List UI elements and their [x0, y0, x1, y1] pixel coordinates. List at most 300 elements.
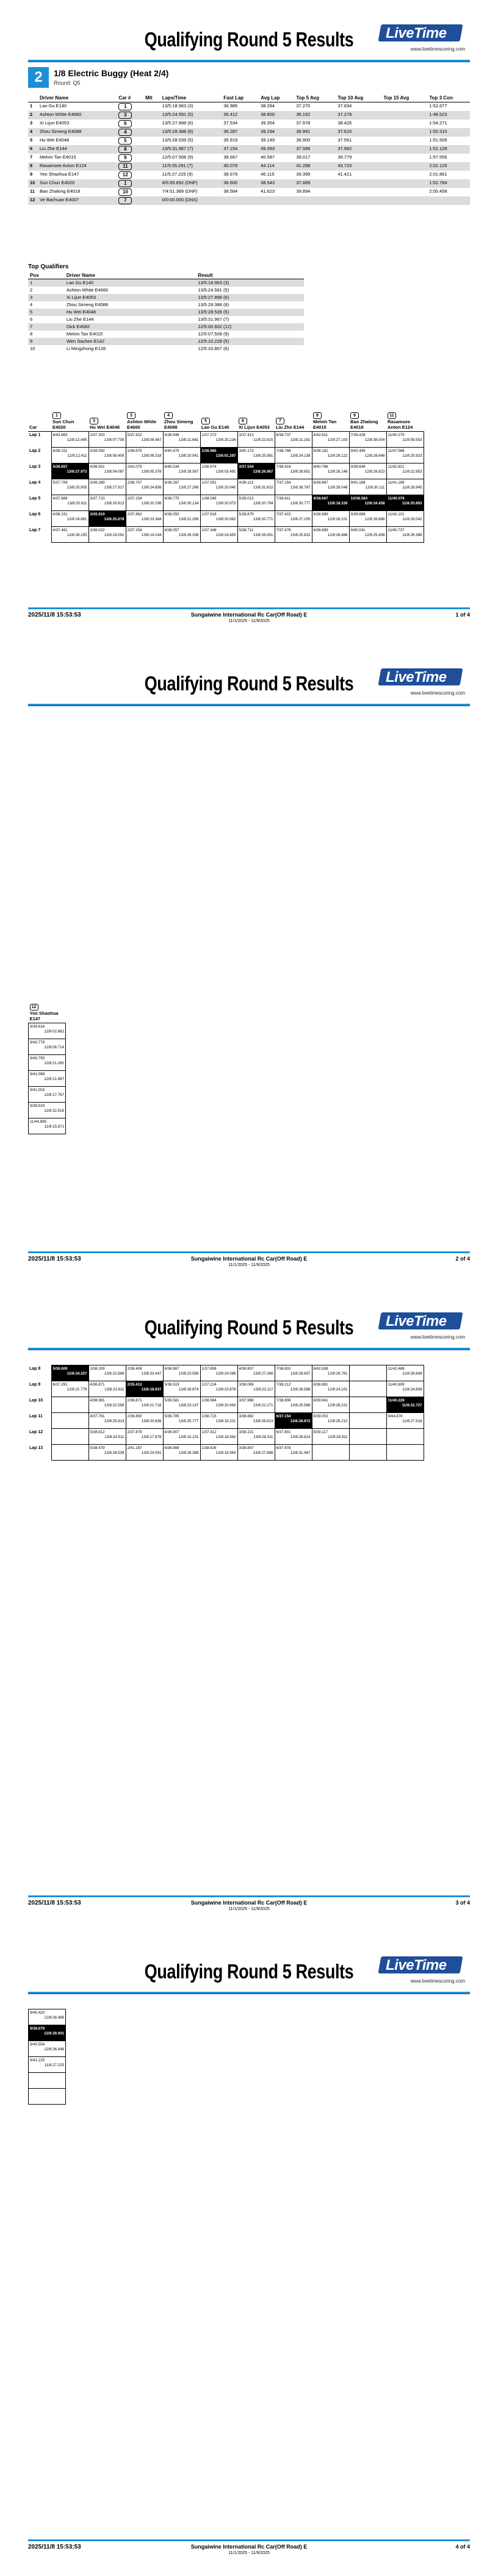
lap-position-time: 3/38.221 — [239, 1430, 254, 1434]
lap-position-time: 3/38.209 — [90, 1367, 105, 1371]
top-qualifiers-cell-name: Xi Lijun E4053 — [65, 294, 196, 301]
lap-cumulative: 13/8:27.205 — [290, 517, 311, 521]
lap-label: Lap 1 — [29, 433, 41, 437]
results-cell-t3c: 2:00.458 — [429, 188, 447, 194]
lap-position-time: 9/39.889 — [350, 512, 366, 517]
lap-cell — [312, 463, 349, 479]
lap-cell — [29, 2057, 66, 2073]
results-cell-car — [117, 102, 143, 112]
lap-position-time: 6/38.057 — [164, 528, 179, 532]
footer-venue: Sungaiwine International Rc Car(Off Road) E — [190, 2544, 308, 2550]
lap-position-time: 7/38.418 — [276, 465, 291, 469]
lap-cumulative: 13/8:24.138 — [290, 454, 311, 458]
lap-cumulative: 12/8:28.122 — [327, 454, 348, 458]
results-cell-t5: 39.017 — [296, 154, 311, 160]
results-cell-fast: 35.919 — [223, 137, 238, 143]
top-qualifiers-cell-result: 12/5:10.228 (5) — [196, 338, 304, 345]
lap-cumulative: 13/8:23.447 — [141, 1372, 162, 1376]
lap-cell — [349, 1429, 386, 1445]
lap-cell — [200, 432, 237, 448]
lap-cell — [29, 1023, 66, 1039]
lap-position-time: 11/42.101 — [388, 512, 405, 517]
lap-position-time: 10/38.584 — [350, 496, 368, 501]
lap-position-time: 8/38.667 — [313, 496, 328, 501]
lap-position-time: 9/41.003 — [30, 1088, 45, 1092]
logo-text: LiveTime — [386, 669, 447, 685]
lap-position-time: 2/41.187 — [127, 1446, 142, 1450]
lap-position-time: 4/37.761 — [90, 1414, 105, 1419]
results-row — [28, 179, 470, 188]
lap-label: Lap 3 — [29, 464, 41, 469]
lap-cell — [88, 1413, 126, 1429]
lap-cell — [51, 527, 88, 543]
heat-title: 1/8 Electric Buggy (Heat 2/4) — [54, 68, 169, 78]
results-cell-avg: 39.393 — [259, 145, 294, 154]
lap-position-time: 3/37.723 — [90, 496, 105, 501]
results-cell-mlt — [143, 137, 160, 145]
top-qualifiers-row — [28, 345, 304, 352]
lap-cell — [237, 1381, 275, 1397]
lap-cumulative: 13/8:28.857 — [290, 1372, 311, 1376]
lap-cumulative: 12/8:28.212 — [327, 1419, 348, 1423]
top-qualifiers-cell-result: 13/5:24.591 (5) — [198, 287, 229, 293]
top-qualifiers-row — [28, 331, 304, 338]
lap-position-time: 7/38.766 — [276, 449, 291, 453]
footer-date: 2025/11/8 15:53:53 — [28, 612, 81, 618]
lap-cell — [126, 511, 163, 527]
lap-cumulative: 13/8:23.147 — [178, 1403, 199, 1408]
results-cell-avg: 38.394 — [261, 103, 275, 109]
lap-cumulative: 11/8:22.953 — [402, 470, 422, 474]
results-cell-pos: 6 — [28, 145, 38, 154]
results-row — [28, 111, 470, 120]
car-number-badge: 12 — [118, 171, 132, 179]
lap-cumulative: 12/8:38.004 — [364, 438, 385, 442]
lap-cumulative: 13/8:25.777 — [178, 1419, 199, 1423]
lap-cumulative: 13/8:28.388 — [178, 1451, 199, 1455]
footer-date-range: 11/1/2025 - 11/9/2025 — [228, 1907, 270, 1911]
results-cell-t5: 37.978 — [296, 120, 311, 126]
results-cell-car — [117, 179, 143, 188]
lap-label: Lap 13 — [29, 1445, 43, 1450]
lap-cell — [29, 2073, 66, 2089]
lap-cumulative: 13/8:24.089 — [215, 1372, 236, 1376]
results-cell-t15 — [381, 111, 427, 120]
car-number-badge: 9 — [118, 154, 132, 162]
lap-position-time: 5/37.709 — [52, 481, 68, 485]
car-number-badge: 3 — [118, 112, 132, 119]
lap-cumulative: 12/8:28.155 — [67, 533, 87, 537]
lap-cell — [386, 1365, 424, 1381]
lap-cumulative: 13/8:05.378 — [141, 470, 162, 474]
lap-position-time: 11/40.737 — [388, 528, 405, 532]
lap-cell — [163, 495, 200, 511]
lap-chart-driver-header — [312, 412, 349, 432]
results-cell-avg: 44.114 — [259, 162, 294, 171]
lap-row — [28, 1413, 424, 1429]
lap-cumulative: 13/8:03.491 — [215, 470, 236, 474]
car-number-badge: 10 — [118, 188, 132, 196]
driver-name: Yeo Shaohua E147 — [29, 1011, 59, 1021]
lap-cumulative: 13/8:28.813 — [253, 1419, 273, 1423]
results-cell-t5: 37.589 — [294, 145, 336, 154]
results-cell-laps: 12/5:07.508 (9) — [162, 154, 193, 160]
lap-position-time: 4/38.551 — [90, 465, 105, 469]
lap-position-time: 11/40.078 — [388, 496, 405, 501]
logo-text: LiveTime — [386, 1957, 447, 1973]
lap-position-time: 8/38.881 — [313, 1383, 328, 1387]
lap-cumulative: 13/8:08.409 — [104, 454, 125, 458]
lap-chart-driver-header — [349, 412, 386, 432]
lap-position-time: 1/37.348 — [201, 528, 217, 532]
lap-row — [28, 1365, 424, 1381]
lap-position-time: 4/37.481 — [52, 528, 68, 532]
top-qualifiers-cell-result: 12/5:00.602 (12) — [196, 323, 304, 331]
lap-position-time: 11/40.279 — [388, 433, 405, 437]
top-qualifiers-row — [28, 316, 304, 323]
lap-cumulative: 13/8:31.967 — [290, 1451, 311, 1455]
results-cell-avg: 41.623 — [261, 188, 275, 194]
lap-cumulative: 12/8:28.048 — [327, 485, 348, 490]
lap-cumulative: 13/8:24.511 — [104, 1435, 125, 1439]
logo-url: www.livetimescoring.com — [410, 690, 465, 696]
top-qualifiers-cell-pos: 6 — [30, 317, 33, 322]
results-cell-pos: 9 — [30, 171, 33, 177]
lap-position-time: 9/42.499 — [350, 449, 366, 453]
results-cell-laps: 13/5:18.963 (3) — [162, 103, 193, 109]
lap-position-time: 7/38.831 — [276, 1367, 291, 1371]
top-qualifiers-cell-name: Lao Gu E140 — [65, 279, 196, 287]
lap-position-time: 3/40.173 — [239, 449, 254, 453]
lap-cumulative: 12/8:21.776 — [67, 1387, 87, 1392]
top-qualifiers-cell-result: 13/5:28.388 (8) — [198, 302, 229, 307]
results-cell-fast: 35.412 — [222, 111, 259, 120]
lap-position-time: 11/40.809 — [388, 1383, 405, 1387]
results-cell-t15 — [381, 137, 427, 145]
lap-cell — [29, 1071, 66, 1087]
lap-cell — [29, 1087, 66, 1103]
results-cell-car — [117, 154, 143, 162]
lap-cumulative: 11/8:22.815 — [253, 438, 273, 442]
car-number-badge: 11 — [118, 163, 132, 170]
lap-cumulative: 13/8:22.558 — [104, 1403, 125, 1408]
lap-cumulative: 13/8:27.973 — [67, 470, 87, 474]
lap-cell — [275, 448, 312, 463]
car-number-badge: 5 — [201, 418, 210, 424]
results-cell-t3c: 1:52.128 — [427, 145, 470, 154]
lap-cell — [126, 1413, 163, 1429]
results-cell-t10: 37.834 — [337, 103, 352, 109]
lap-cell — [349, 527, 386, 543]
car-number-badge: 6 — [118, 120, 132, 127]
results-header-cell — [28, 94, 38, 102]
results-cell-pos: 3 — [30, 120, 33, 126]
results-cell-avg: 38.800 — [259, 111, 294, 120]
lap-cumulative: 13/8:25.813 — [104, 1419, 125, 1423]
lap-label: Lap 7 — [29, 528, 41, 532]
results-cell-t3c: 1:50.310 — [427, 128, 470, 137]
results-cell-t10: 38.426 — [337, 120, 352, 126]
lap-cumulative: 12/8:28.911 — [328, 1435, 348, 1439]
lap-row — [29, 2041, 66, 2057]
lap-cumulative: 12/8:29.781 — [327, 1372, 348, 1376]
lap-position-time: 3/38.897 — [239, 1446, 254, 1450]
results-cell-t10: 37.962 — [336, 145, 381, 154]
top-qualifiers-row — [28, 323, 304, 331]
lap-cumulative: 11/8:28.042 — [402, 517, 422, 521]
results-cell-name: Zhou Simeng E4088 — [38, 128, 117, 137]
lap-cell — [126, 527, 163, 543]
lap-position-time: 5/36.785 — [164, 1414, 179, 1419]
results-cell-t15 — [381, 171, 427, 179]
lap-chart-table — [28, 1365, 424, 1461]
results-row — [28, 196, 470, 205]
lap-cumulative: 13/8:26.588 — [290, 1387, 311, 1392]
lap-position-time: 9/41.188 — [350, 481, 366, 485]
top-qualifiers-cell-pos: 5 — [28, 309, 65, 316]
lap-position-time: 1/37.808 — [201, 1367, 217, 1371]
results-cell-car — [117, 120, 143, 128]
results-cell-laps: 13/5:24.591 (5) — [161, 111, 222, 120]
lap-cumulative: 12/8:28.648 — [364, 454, 385, 458]
lap-cumulative: 13/8:07.709 — [104, 438, 125, 442]
lap-cumulative: 12/8:26.448 — [44, 2047, 64, 2052]
lap-cumulative: 12/8:30.111 — [365, 485, 385, 490]
lap-cumulative: 13/8:27.266 — [178, 485, 199, 490]
top-qualifiers-header-cell: Pos — [28, 272, 65, 279]
results-cell-name: Bao Zhalong E4018 — [40, 188, 81, 194]
results-cell-t15 — [381, 179, 427, 188]
lap-cell — [163, 511, 200, 527]
results-cell-t15 — [381, 128, 427, 137]
lap-position-time: 5/38.479 — [90, 1446, 105, 1450]
results-cell-t15 — [381, 120, 427, 128]
lap-cell — [51, 1429, 88, 1445]
lap-cumulative: 13/8:25.905 — [67, 485, 87, 490]
lap-position-time: 4/38.151 — [52, 512, 68, 517]
lap-cumulative: 13/8:15.101 — [178, 1435, 199, 1439]
lap-position-time: 9/38.919 — [30, 1104, 45, 1108]
lap-position-time: 5/38.812 — [90, 1430, 105, 1434]
car-number-badge: 1 — [118, 103, 132, 110]
lap-row — [29, 2073, 66, 2089]
page-header — [28, 1956, 470, 1989]
lap-position-time: 2/37.878 — [127, 1430, 142, 1434]
lap-cell — [312, 511, 349, 527]
top-qualifiers-row — [28, 338, 304, 345]
lap-cell — [275, 527, 312, 543]
lap-cumulative: 12/8:28.488 — [327, 533, 348, 537]
lap-cell — [88, 432, 126, 448]
page-header — [28, 668, 470, 701]
lap-position-time: 6/40.534 — [164, 465, 179, 469]
top-qualifiers-header-cell: Driver Name — [65, 272, 196, 279]
lap-label: Lap 12 — [29, 1429, 43, 1434]
lap-label: Lap 5 — [29, 496, 41, 501]
lap-cumulative: 13/8:24.091 — [104, 533, 125, 537]
results-cell-t15 — [381, 145, 427, 154]
lap-row — [29, 1055, 66, 1071]
lap-cumulative: 13/8:25.568 — [290, 1403, 311, 1408]
lap-cell — [312, 495, 349, 511]
lap-cell — [312, 1413, 349, 1429]
lap-cell — [237, 511, 275, 527]
lap-cell — [312, 448, 349, 463]
lap-position-time: 7/38.212 — [276, 1383, 291, 1387]
results-cell-t3c: 1:51.506 — [429, 137, 447, 143]
results-cell-avg: 46.115 — [261, 171, 275, 177]
lap-cell — [51, 1445, 88, 1461]
results-cell-mlt — [143, 145, 160, 154]
lap-cumulative: 12/8:24.861 — [67, 517, 87, 521]
lap-cell — [51, 495, 88, 511]
lap-cell — [88, 479, 126, 495]
lap-cumulative: 12/8:02.881 — [44, 1029, 64, 1034]
top-qualifiers-title: Top Qualifiers — [28, 263, 69, 270]
results-cell-name: Rasamsee Anton E124 — [38, 162, 117, 171]
lap-position-time: 9/44.878 — [388, 1414, 403, 1419]
footer-date-range: 11/1/2025 - 11/9/2025 — [228, 1263, 270, 1267]
lap-position-time: 11/42.821 — [388, 465, 405, 469]
driver-name: Ashton White E4660 — [127, 419, 157, 430]
results-row — [28, 188, 470, 196]
lap-label: Lap 4 — [29, 480, 41, 485]
top-qualifiers-cell-pos: 8 — [30, 331, 33, 337]
lap-position-time: 5/36.581 — [164, 1398, 179, 1403]
results-cell-t3c — [427, 196, 470, 205]
lap-cell — [386, 1429, 424, 1445]
lap-position-time: 8/38.889 — [313, 512, 328, 517]
lap-position-time: 1/36.985 — [201, 449, 217, 453]
results-cell-laps: 8/5:55.892 (DNF) — [161, 179, 222, 188]
results-cell-t5: 37.689 — [294, 179, 336, 188]
lap-cumulative: 13/8:26.814 — [290, 1435, 311, 1439]
results-cell-t5: 36.900 — [296, 137, 311, 143]
results-cell-fast — [222, 196, 259, 205]
lap-cell — [29, 1118, 66, 1134]
lap-cumulative: 12/8:08.714 — [44, 1045, 64, 1050]
lap-row — [29, 2025, 66, 2041]
lap-cell — [163, 1413, 200, 1429]
lap-position-time: 7/37.154 — [276, 481, 291, 485]
page-1 — [0, 0, 498, 644]
lap-cell — [88, 1365, 126, 1381]
results-cell-mlt — [143, 171, 160, 179]
lap-cumulative: 12/8:21.260 — [44, 1061, 64, 1065]
lap-cumulative: 13/8:20.794 — [253, 501, 273, 506]
top-qualifiers-cell-name: Wen Sachen E142 — [65, 338, 196, 345]
lap-cumulative: 11/8:28.945 — [402, 485, 422, 490]
lap-position-time: 7/39.428 — [350, 433, 366, 437]
lap-cell — [349, 1365, 386, 1381]
top-qualifiers-row — [28, 279, 304, 287]
car-number-badge: 3 — [127, 412, 135, 419]
lap-chart-driver-header — [200, 412, 237, 432]
lap-cell — [200, 1397, 237, 1413]
driver-name: Xi Lijun E4053 — [239, 424, 270, 430]
lap-cell — [29, 2089, 66, 2105]
lap-row — [29, 2089, 66, 2105]
results-cell-t15 — [381, 102, 427, 112]
lap-position-time: 6/37.801 — [276, 1430, 291, 1434]
lap-cell — [29, 1055, 66, 1071]
car-number-badge: 1 — [118, 180, 132, 187]
results-cell-avg — [259, 196, 294, 205]
results-row — [28, 154, 470, 162]
lap-position-time: 8/40.766 — [313, 465, 328, 469]
top-qualifiers-cell-name: Dick E4082 — [65, 323, 196, 331]
lap-cell — [51, 448, 88, 463]
lap-cell — [200, 527, 237, 543]
lap-cell — [163, 1381, 200, 1397]
results-cell-name: Ve Bachuan E4007 — [38, 196, 117, 205]
lap-cell — [386, 432, 424, 448]
top-qualifiers-table — [28, 272, 304, 352]
lap-cumulative: 13/8:22.689 — [104, 1372, 125, 1376]
results-cell-laps: 13/5:27.898 (6) — [162, 120, 193, 126]
lap-cumulative: 13/8:19.221 — [215, 1419, 236, 1423]
lap-cell — [163, 1365, 200, 1381]
lap-cell — [126, 463, 163, 479]
logo-url: www.livetimescoring.com — [410, 1334, 465, 1340]
lap-cumulative: 12/8:29.001 — [43, 2031, 64, 2036]
lap-cell — [51, 463, 88, 479]
lap-cumulative: 13/8:21.718 — [141, 1403, 162, 1408]
lap-cumulative: 13/8:18.942 — [215, 1435, 236, 1439]
lap-position-time: 5/36.657 — [52, 465, 68, 469]
lap-row — [29, 1118, 66, 1134]
lap-cell — [200, 1445, 237, 1461]
lap-cumulative: 13/8:38.787 — [290, 485, 311, 490]
driver-name: Rasamsee Anton E124 — [388, 419, 413, 430]
lap-row — [29, 1087, 66, 1103]
lap-position-time: 8/42.838 — [313, 1367, 328, 1371]
lap-cell — [126, 1429, 163, 1445]
lap-position-time: 8/38.667 — [313, 481, 328, 485]
results-cell-t10 — [336, 179, 381, 188]
lap-position-time: 3/37.413 — [239, 433, 254, 437]
footer-page-number: 3 of 4 — [455, 1900, 470, 1906]
car-number-badge: 1 — [52, 412, 61, 419]
lap-cell — [386, 1381, 424, 1397]
lap-cumulative: 13/8:21.161 — [290, 438, 311, 442]
lap-position-time: 4/38.946 — [164, 433, 179, 437]
lap-position-time: 6/37.978 — [276, 1446, 291, 1450]
car-number-badge: 5 — [118, 137, 132, 145]
page-footer — [28, 1895, 470, 1914]
results-cell-mlt — [143, 128, 160, 137]
lap-position-time: 7/37.478 — [276, 528, 291, 532]
lap-chart-driver-header — [126, 412, 163, 432]
heat-number-badge: 2 — [28, 67, 49, 88]
lap-cumulative: 11/8:27.518 — [402, 1419, 422, 1423]
top-qualifiers-cell-result: 13/5:31.967 (7) — [198, 317, 229, 322]
results-cell-avg: 39.354 — [261, 120, 275, 126]
lap-cumulative: 13/8:21.356 — [178, 517, 199, 521]
lap-cell — [126, 448, 163, 463]
lap-cell — [51, 1381, 88, 1397]
lap-cell — [237, 479, 275, 495]
lap-position-time: 9/40.420 — [30, 2011, 45, 2015]
results-row — [28, 120, 470, 128]
lap-cell — [275, 1413, 312, 1429]
driver-name: Sun Chun E4020 — [52, 419, 74, 430]
lap-cumulative: 13/8:20.298 — [141, 501, 162, 506]
lap-cell — [386, 527, 424, 543]
results-cell-name: Yeo Shaohua E147 — [40, 171, 79, 177]
lap-chart-header-row — [28, 412, 424, 432]
top-qualifiers-cell-name: Hu Wei E4048 — [65, 309, 196, 316]
